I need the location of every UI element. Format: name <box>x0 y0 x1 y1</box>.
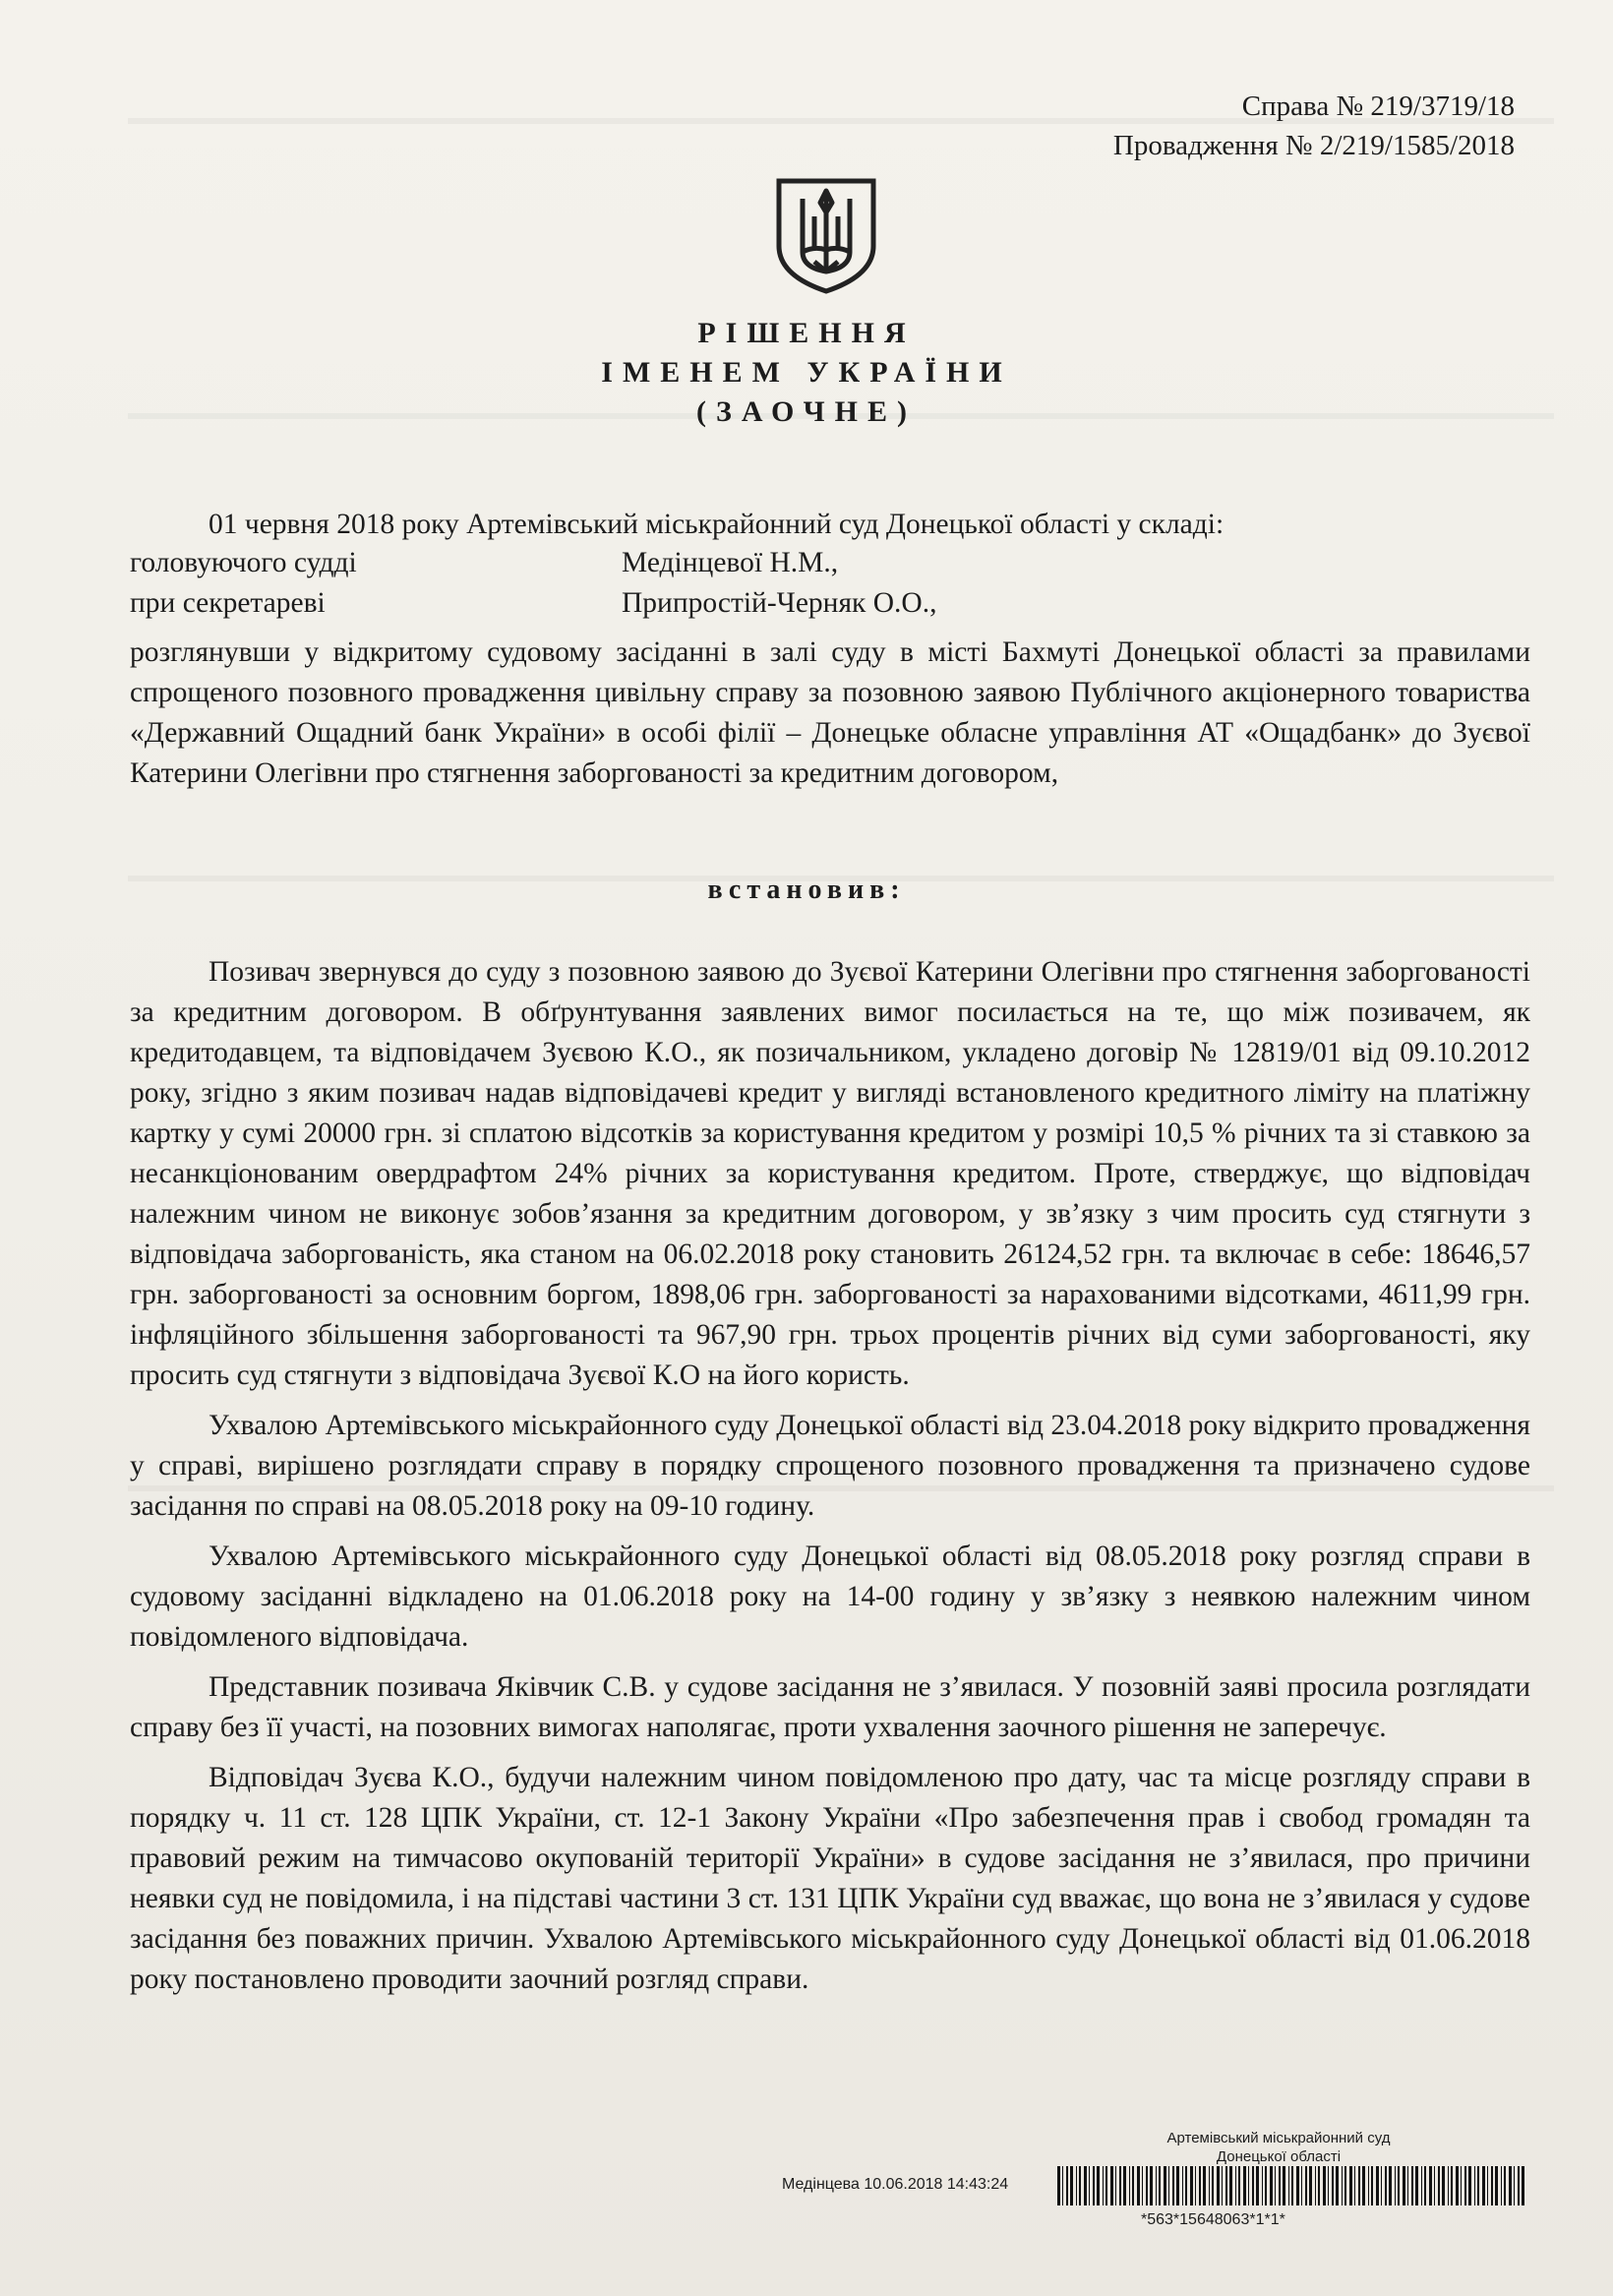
decision-body <box>130 952 1530 2010</box>
case-header <box>1113 87 1515 165</box>
judge-name: Медінцевої Н.М., <box>622 547 839 578</box>
secretary-name: Припростій-Черняк О.О., <box>622 587 937 619</box>
established-heading: встановив: <box>707 875 906 905</box>
decision-type: (ЗАОЧНЕ) <box>696 395 917 428</box>
court-stamp: Артемівський міськрайонний суд Донецької області <box>1166 2130 1391 2165</box>
intro-text: 01 червня 2018 року Артемівський міськрайонний суд Донецької області у складі: <box>209 509 1225 540</box>
barcode-icon <box>1057 2166 1527 2205</box>
secretary-label: при секретареві <box>130 587 326 619</box>
paragraph: Представник позивача Яківчик С.В. у судове засідання не з’явилася. У позовній заяві просила розглядати справу без її участі, на позовних вимогах наполягає, проти ухвалення заочного рішення не заперечує. <box>130 1671 1530 1743</box>
judge-row <box>130 547 839 579</box>
coat-of-arms-icon <box>767 177 885 295</box>
decision-title: РІШЕННЯ <box>697 317 916 349</box>
digital-signature-info: Медінцева 10.06.2018 14:43:24 <box>782 2176 1009 2193</box>
secretary-row <box>130 587 937 620</box>
judge-label: головуючого судді <box>130 547 357 578</box>
paragraph: Позивач звернувся до суду з позовною заявою до Зуєвої Катерини Олегівни про стягнення заборгованості за кредитним договором. В обґрунтування заявлених вимог посилається на те, що між позивачем, як кредитодавцем, та відповідачем Зуєвою К.О., як позичальником, укладено договір № 12819/01 від 09.10.2012 року, згідно з яким позивач надав відповідачеві кредит у вигляді встановленого кредитного ліміту на платіжну картку у сумі 20000 грн. зі сплатою відсотків за користування кредитом у розмірі 10,5 % річних та зі ставкою за несанкціонованим овердрафтом 24% річних за користування кредитом. Проте, стверджує, що відповідач належним чином не виконує зобов’язання за кредитним договором, у зв’язку з чим просить суд стягнути з відповідача заборгованість, яка станом на 06.02.2018 року становить 26124,52 грн. та включає в себе: 18646,57 грн. заборгованості за основним боргом, 1898,06 грн. заборгованості за нарахованими відсотками, 4611,99 грн. інфляційного збільшення заборгованості та 967,90 грн. трьох процентів річних від суми заборгованості, яку просить суд стягнути з відповідача Зуєвої К.О на його користь. <box>130 956 1530 1391</box>
considered-text: розглянувши у відкритому судовому засіданні в залі суду в місті Бахмуті Донецької області за правилами спрощеного позовного провадження цивільну справу за позовною заявою Публічного акціонерного товариства «Державний Ощадний банк України» в особі філії – Донецьке обласне управління АТ «Ощадбанк» до Зуєвої Катерини Олегівни про стягнення заборгованості за кредитним договором, <box>130 636 1530 789</box>
paragraph: Ухвалою Артемівського міськрайонного суду Донецької області від 23.04.2018 року відкрито провадження у справі, вирішено розглядати справу в порядку спрощеного позовного провадження та призначено судове засідання по справі на 08.05.2018 року на 09-10 годину. <box>130 1410 1530 1522</box>
decision-subtitle: ІМЕНЕМ УКРАЇНИ <box>601 356 1012 389</box>
paragraph: Відповідач Зуєва К.О., будучи належним чином повідомленою про дату, час та місце розгляду справи в порядку ч. 11 ст. 128 ЦПК України, ст. 12-1 Закону України «Про забезпечення прав і свобод громадян та правовий режим на тимчасово окупованій території України» в судове засідання не з’явилася, про причини неявки суд не повідомила, і на підставі частини 3 ст. 131 ЦПК України суд вважає, що вона не з’явилася у судове засідання без поважних причин. Ухвалою Артемівського міськрайонного суду Донецької області від 01.06.2018 року постановлено проводити заочний розгляд справи. <box>130 1762 1530 1995</box>
paragraph: Ухвалою Артемівського міськрайонного суду Донецької області від 08.05.2018 року розгляд справи в судовому засіданні відкладено на 01.06.2018 року на 14-00 годину у зв’язку з неявкою належним чином повідомленого відповідача. <box>130 1541 1530 1653</box>
proceeding-number: Провадження № 2/219/1585/2018 <box>1112 130 1515 161</box>
barcode-number: *563*15648063*1*1* <box>1141 2211 1285 2228</box>
case-number: Справа № 219/3719/18 <box>1241 91 1515 122</box>
